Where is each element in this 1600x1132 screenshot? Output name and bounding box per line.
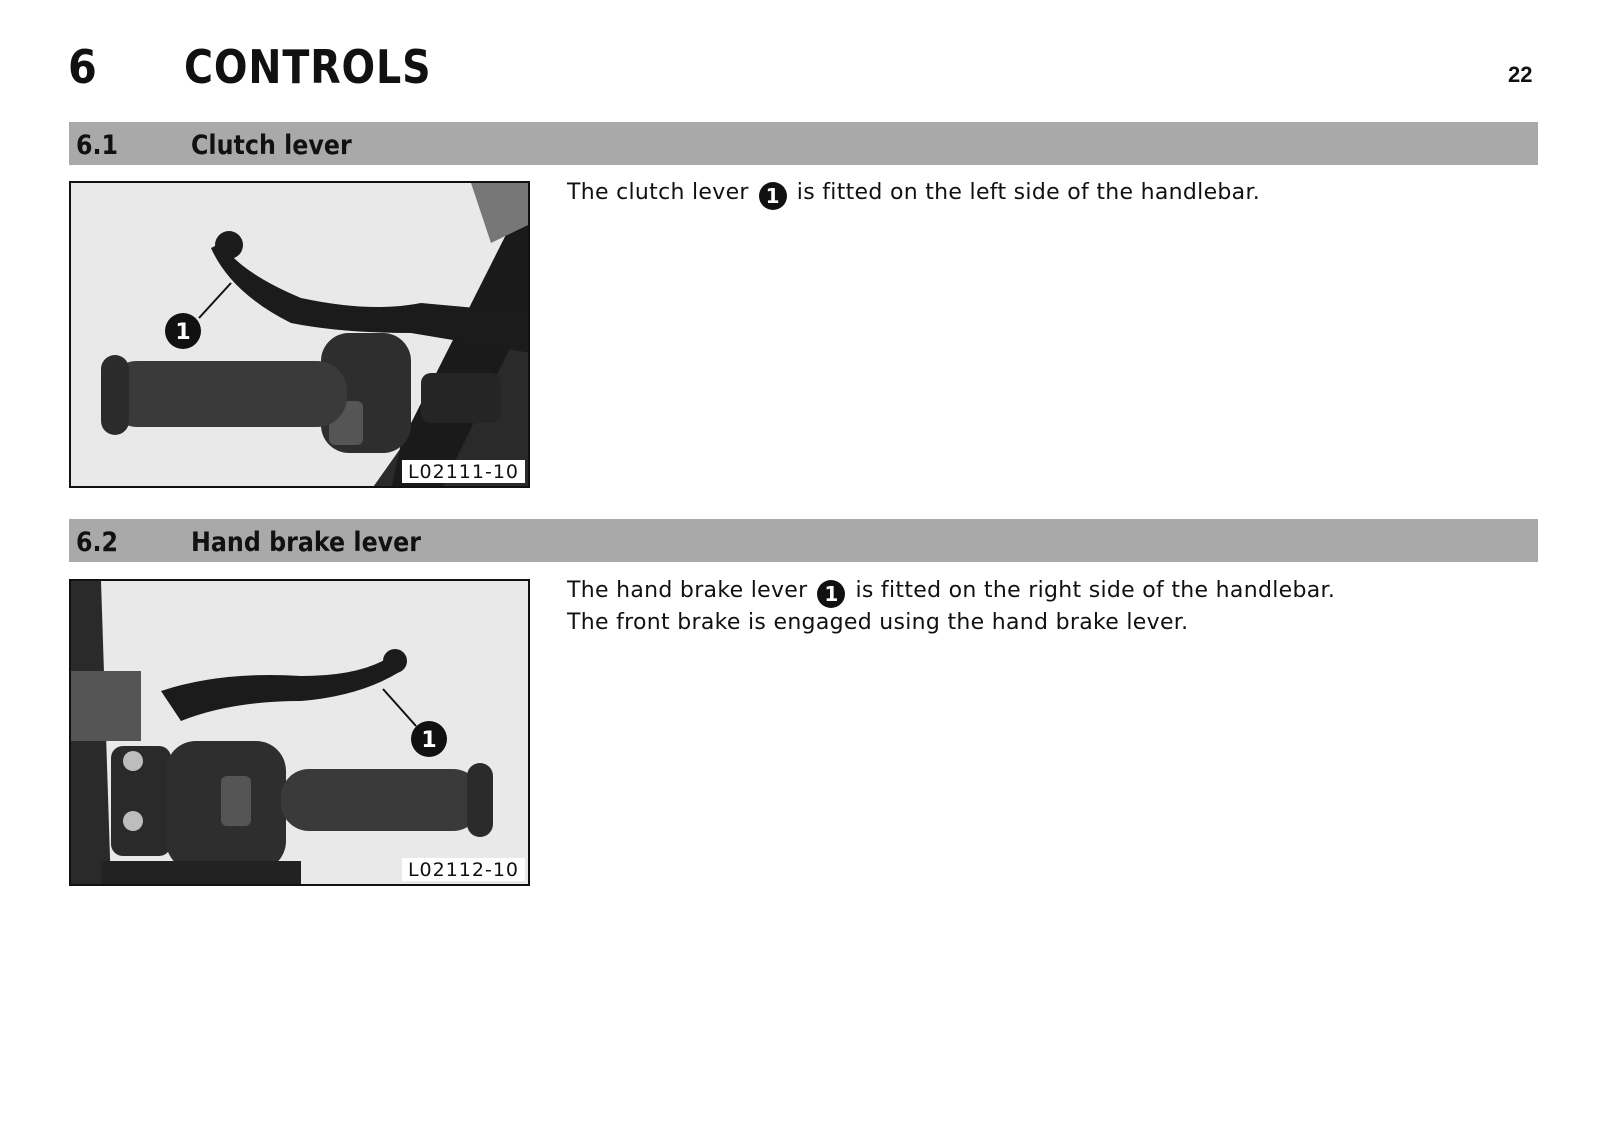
text-segment: The clutch lever	[567, 180, 749, 205]
section-number: 6.1	[76, 130, 119, 161]
text-segment: is fitted on the left side of the handlebar.	[796, 180, 1261, 205]
svg-text:1: 1	[421, 728, 437, 753]
hand-brake-lever-photo	[71, 581, 530, 886]
hand-brake-lever-figure	[69, 579, 530, 886]
hand-brake-lever-description	[567, 576, 1335, 638]
section-title: Clutch lever	[191, 130, 352, 161]
text-segment: is fitted on the right side of the handlebar.	[855, 578, 1336, 603]
page-number: 22	[1508, 62, 1533, 87]
chapter-number: 6	[68, 40, 98, 94]
description-line	[567, 576, 1335, 608]
clutch-lever-description	[567, 178, 1260, 210]
svg-text:1: 1	[175, 320, 191, 345]
chapter-title: CONTROLS	[184, 40, 432, 94]
section-number: 6.2	[76, 527, 119, 558]
text-segment: The hand brake lever	[567, 578, 808, 603]
clutch-lever-figure	[69, 181, 530, 488]
callout-marker: 1	[759, 182, 787, 210]
callout-marker: 1	[817, 580, 845, 608]
section-title: Hand brake lever	[191, 527, 422, 558]
description-line: The front brake is engaged using the hand brake lever.	[567, 610, 1189, 635]
section-header-hand-brake-lever	[69, 519, 1538, 562]
figure-id: L02112-10	[402, 858, 525, 881]
figure-id: L02111-10	[402, 460, 525, 483]
description-line	[567, 178, 1260, 210]
clutch-lever-photo	[71, 183, 530, 488]
section-header-clutch-lever	[69, 122, 1538, 165]
